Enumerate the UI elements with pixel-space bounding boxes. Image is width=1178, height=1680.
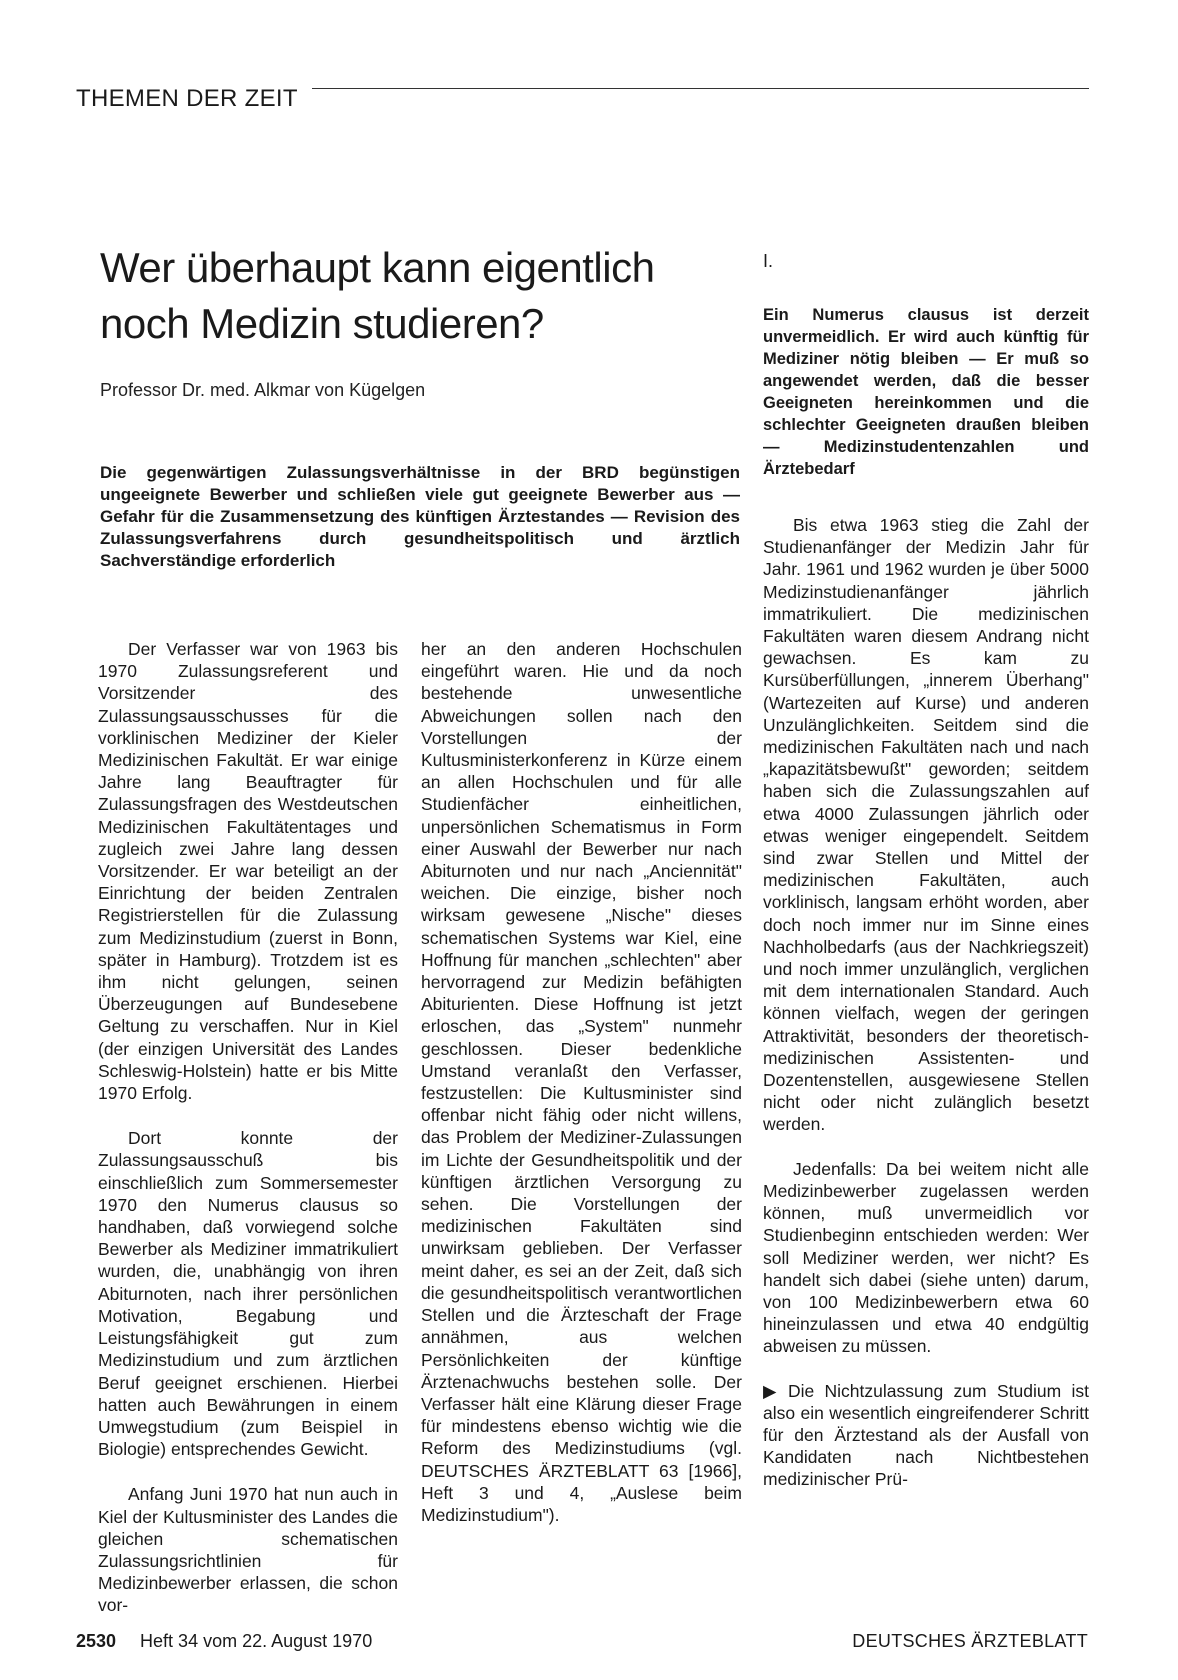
article-author: Professor Dr. med. Alkmar von Kügelgen [100,380,426,400]
section-numeral: I. [763,251,774,271]
section-header: THEMEN DER ZEIT [76,85,298,112]
column-middle [421,638,742,1549]
paragraph-text: Die Nichtzulassung zum Studium ist also ein wesentlich eingreifenderer Schritt für den Ärztestand als der Ausfall von Kandidaten nach Nichtbestehen medizinischer Prü- [763,1380,1089,1490]
article-lead: Die gegenwärtigen Zulassungsverhältnisse in der BRD begünstigen ungeeignete Bewerber und schließen viele gut geeignete Bewerber aus — Gefahr für die Zusammensetzung des künftigen Ärztestandes — Revision des Zulassungsverfahrens durch gesundheitspolitisch und ärztlich Sachverständige erforderlich [100,463,740,570]
column-right [763,250,1089,1513]
issue-info: Heft 34 vom 22. August 1970 [140,1631,373,1651]
article-title: Wer überhaupt kann eigentlich noch Medizin studieren? [100,244,655,347]
section-subhead: Ein Numerus clausus ist derzeit unvermeidlich. Er wird auch künftig für Mediziner nötig bleiben — Er muß so angewendet werden, daß die besser Geeigneten hereinkommen und die schlechter Geeigneten draußen bleiben — Medizinstudentenzahlen und Ärztebedarf [763,306,1089,478]
paragraph [763,1380,1089,1491]
journal-name: DEUTSCHES ÄRZTEBLATT [852,1631,1088,1651]
section-rule [312,88,1089,89]
paragraph: Jedenfalls: Da bei weitem nicht alle Medizinbewerber zugelassen werden können, muß unvermeidlich vor Studienbeginn entschieden werden: Wer soll Mediziner werden, wer nicht? Es handelt sich dabei (siehe unten) darum, von 100 Medizinbewerbern etwa 60 hineinzulassen und etwa 40 endgültig abweisen zu müssen. [763,1158,1089,1357]
paragraph: Bis etwa 1963 stieg die Zahl der Studienanfänger der Medizin Jahr für Jahr. 1961 und 1962 wurden je über 5000 Medizinstudienanfänger jährlich immatrikuliert. Die medizinischen Fakultäten waren diesem Andrang nicht gewachsen. Es kam zu Kursüberfüllungen, „innerem Überhang" (Wartezeiten auf Kurse) und anderen Unzulänglichkeiten. Seitdem sind die medizinischen Fakultäten nach und nach „kapazitätsbewußt" geworden; seitdem haben sich die Zulassungszahlen auf etwa 4000 Zulassungen jährlich oder etwas weniger eingependelt. Seitdem sind zwar Stellen und Mittel der medizinischen Fakultäten, auch vorklinisch, langsam erhöht worden, aber doch noch immer nur im Sinne eines Nachholbedarfs (aus der Nachkriegszeit) und noch immer unzulänglich, verglichen mit dem internationalen Standard. Auch können vielfach, wegen der geringen Attraktivität, besonders der theoretisch-medizinischen Assistenten- und Dozentenstellen, ausgewiesene Stellen nicht oder nicht zulänglich besetzt werden. [763,515,1089,1135]
footer-left [76,1630,372,1652]
paragraph: Anfang Juni 1970 hat nun auch in Kiel der Kultusminister des Landes die gleichen schematischen Zulassungsrichtlinien für Medizinbewerber erlassen, die schon vor- [98,1484,398,1616]
paragraph: Der Verfasser war von 1963 bis 1970 Zulassungsreferent und Vorsitzender des Zulassungsausschusses für die vorklinischen Mediziner der Kieler Medizinischen Fakultät. Er war einige Jahre lang Beauftragter für Zulassungsfragen des Westdeutschen Medizinischen Fakultätentages und zugleich zwei Jahre lang dessen Vorsitzender. Er war beteiligt an der Einrichtung der beiden Zentralen Registrierstellen für die Zulassung zum Medizinstudium (zuerst in Bonn, später in Hamburg). Trotzdem ist es ihm nicht gelungen, seinen Überzeugungen auf Bundesebene Geltung zu verschaffen. Nur in Kiel (der einzigen Universität des Landes Schleswig-Holstein) hatte er bis Mitte 1970 Erfolg. [98,639,398,1104]
paragraph: Dort konnte der Zulassungsausschuß bis einschließlich zum Sommersemester 1970 den Numerus clausus so handhaben, daß vorwiegend solche Bewerber als Mediziner immatrikuliert wurden, die, unabhängig von ihren Abiturnoten, nach ihrer persönlichen Motivation, Begabung und Leistungsfähigkeit gut zum Medizinstudium und zum ärztlichen Beruf geeignet erschienen. Hierbei hatten auch Bewährungen in einem Umwegstudium (zum Beispiel in Biologie) entsprechendes Gewicht. [98,1128,398,1460]
page-number: 2530 [76,1631,117,1651]
paragraph: her an den anderen Hochschulen eingeführt waren. Hie und da noch bestehende unwesentliche Abweichungen sollen nach den Vorstellungen der Kultusministerkonferenz in Kürze einem an allen Hochschulen und für alle Studienfächer einheitlichen, unpersönlichen Schematismus in Form einer Auswahl der Bewerber nur nach Abiturnoten und nur nach „Anciennität" weichen. Die einzige, bisher noch wirksam gewesene „Nische" dieses schematischen Systems war Kiel, eine Hoffnung für manchen „schlechten" aber hervorragend zur Medizin befähigten Abiturienten. Diese Hoffnung ist jetzt erloschen, das „System" nunmehr geschlossen. Dieser bedenkliche Umstand veranlaßt den Verfasser, festzustellen: Die Kultusminister sind offenbar nicht fähig oder nicht willens, das Problem der Mediziner-Zulassungen im Lichte der Gesundheitspolitik und der künftigen ärztlichen Versorgung zu sehen. Die Vorstellungen der medizinischen Fakultäten sind unwirksam geblieben. Der Verfasser meint daher, es sei an der Zeit, daß sich die gesundheitspolitisch verantwortlichen Stellen und die Ärzteschaft der Frage annähmen, aus welchen Persönlichkeiten der künftige Ärztenachwuchs bestehen solle. Der Verfasser hält eine Klärung dieser Frage für mindestens ebenso wichtig wie die Reform des Medizinstudiums (vgl. DEUTSCHES ÄRZTEBLATT 63 [1966], Heft 3 und 4, „Auslese beim Medizinstudium"). [421,639,742,1525]
column-left [98,638,398,1640]
arrow-marker-icon: ▶ [763,1380,782,1401]
